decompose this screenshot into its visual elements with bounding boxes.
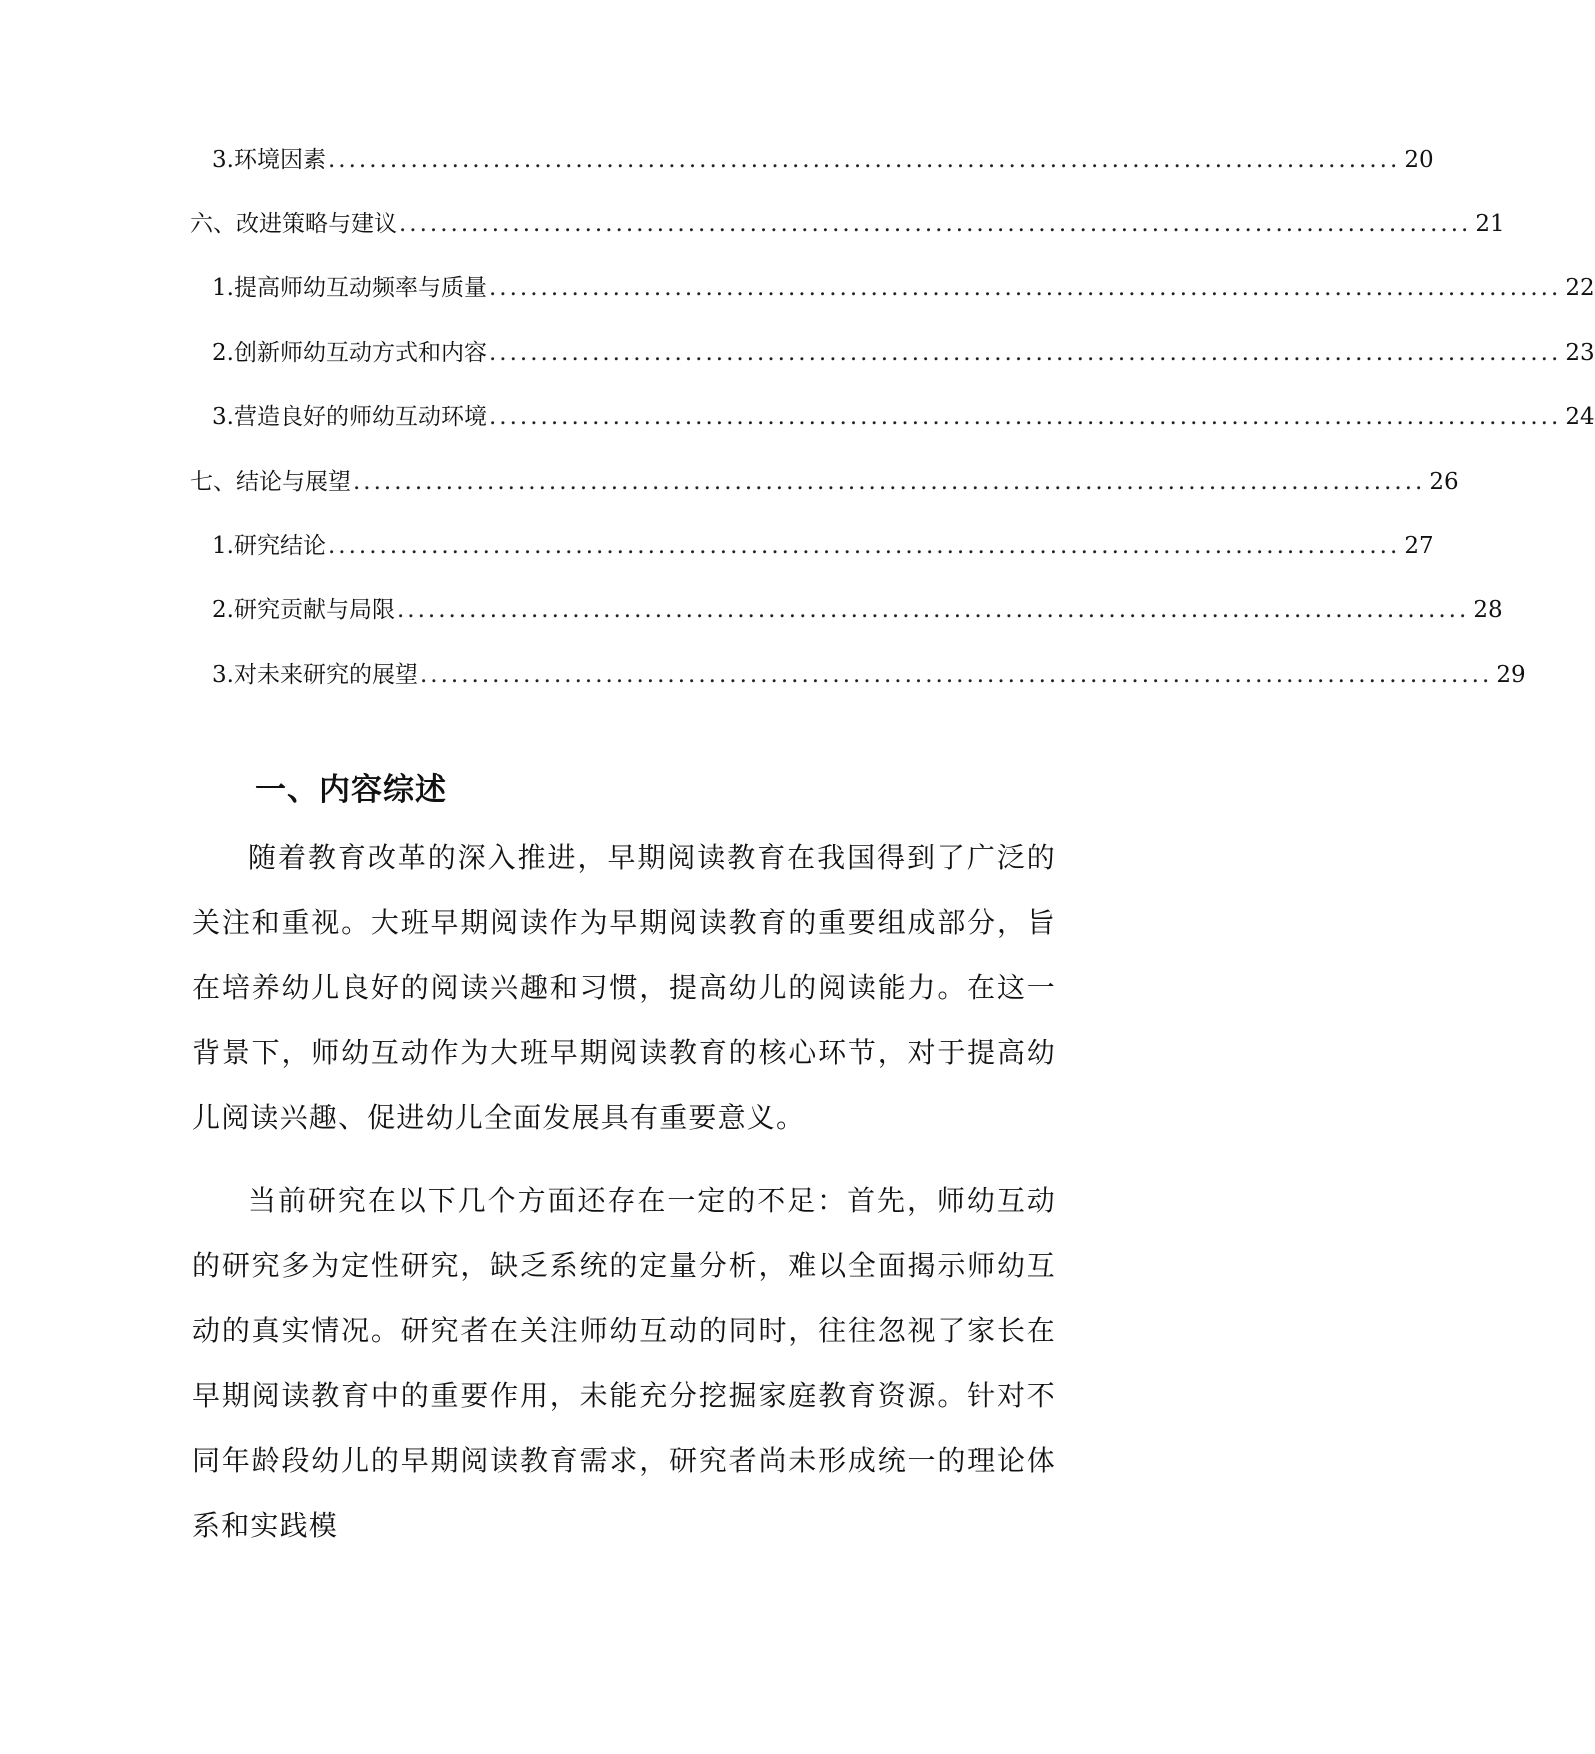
toc-entry[interactable] [212,655,1526,695]
toc-dot-leader: ........................................................................................................ [488,275,1562,301]
toc-entry-number: 1. [212,275,234,301]
toc-entry-label: 研究贡献与局限 [233,597,395,623]
toc-entry-page: 26 [1429,469,1459,495]
toc-entry-number: 1. [212,533,234,559]
toc-entry-label: 六、改进策略与建议 [190,211,397,237]
toc-entry-number: 3. [212,147,234,173]
toc-entry[interactable] [212,397,1595,437]
toc-entry-label: 七、结论与展望 [190,469,351,495]
section-heading: 一、内容综述 [255,772,447,808]
toc-entry-label: 对未来研究的展望 [233,662,418,688]
toc-entry-number: 3. [212,404,234,430]
toc-entry-page: 28 [1473,597,1503,623]
toc-entry-page: 27 [1404,533,1434,559]
body-paragraph: 随着教育改革的深入推进，早期阅读教育在我国得到了广泛的关注和重视。大班早期阅读作为早期阅读教育的重要组成部分，旨在培养幼儿良好的阅读兴趣和习惯，提高幼儿的阅读能力。在这一背景下，师幼互动作为大班早期阅读教育的核心环节，对于提高幼儿阅读兴趣、促进幼儿全面发展具有重要意义。 [192,841,1056,1134]
toc-entry-label: 环境因素 [233,147,326,173]
toc-entry-page: 23 [1565,340,1595,366]
toc-entry-page: 22 [1565,275,1595,301]
toc-entry-label: 提高师幼互动频率与质量 [233,275,487,301]
toc-dot-leader: ........................................................................................................ [399,211,1472,237]
toc-entry-label: 创新师幼互动方式和内容 [233,340,487,366]
toc-entry-number: 2. [212,340,234,366]
toc-entry[interactable] [212,526,1434,566]
toc-dot-leader: ........................................................................................................ [488,340,1562,366]
toc-dot-leader: ........................................................................................................ [353,469,1426,495]
section-body [192,825,1056,1558]
toc-entry[interactable] [190,462,1459,502]
toc-entry[interactable] [212,333,1595,373]
toc-entry[interactable] [190,204,1505,244]
body-paragraph: 当前研究在以下几个方面还存在一定的不足：首先，师幼互动的研究多为定性研究，缺乏系统的定量分析，难以全面揭示师幼互动的真实情况。研究者在关注师幼互动的同时，往往忽视了家长在早期阅读教育中的重要作用，未能充分挖掘家庭教育资源。针对不同年龄段幼儿的早期阅读教育需求，研究者尚未形成统一的理论体系和实践模 [192,1184,1056,1542]
toc-dot-leader: ........................................................................................................ [327,533,1401,559]
toc-entry-page: 24 [1565,404,1595,430]
toc-entry-page: 21 [1475,211,1505,237]
toc-dot-leader: ........................................................................................................ [396,597,1470,623]
toc-entry-number: 2. [212,597,234,623]
toc-entry-page: 29 [1496,662,1526,688]
toc-entry-page: 20 [1404,147,1434,173]
toc-entry-label: 营造良好的师幼互动环境 [233,404,487,430]
toc-entry-number: 3. [212,662,234,688]
toc-entry-label: 研究结论 [233,533,326,559]
toc-entry[interactable] [212,140,1434,180]
toc-dot-leader: ........................................................................................................ [327,147,1401,173]
toc-entry[interactable] [212,268,1595,308]
toc-entry[interactable] [212,590,1503,630]
toc-dot-leader: ........................................................................................................ [488,404,1562,430]
toc-dot-leader: ........................................................................................................ [419,662,1493,688]
